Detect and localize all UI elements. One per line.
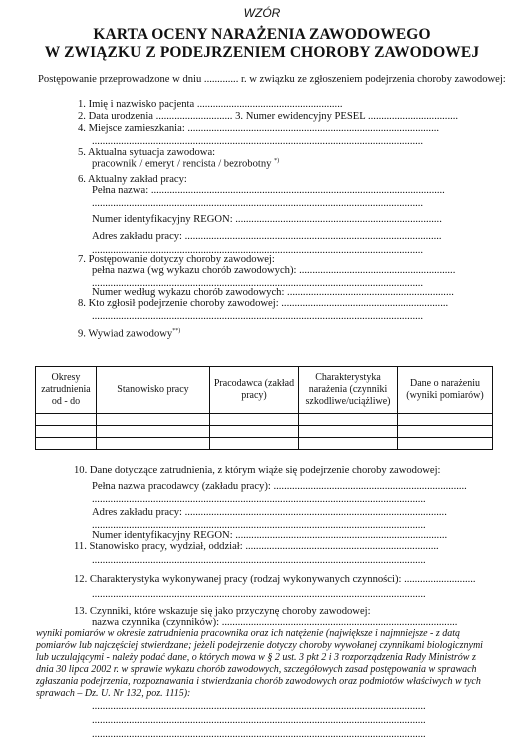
fill-line: .............................................................................................................................. (92, 701, 426, 712)
watermark-label: WZÓR (243, 6, 281, 20)
form-title-line1: KARTA OCENY NARAŻENIA ZAWODOWEGO (93, 26, 431, 43)
field-patient-name: 1. Imię i nazwisko pacjenta ....................................................... (78, 99, 343, 110)
table-cell[interactable] (97, 414, 210, 426)
field-occupational-history: 9. Wywiad zawodowy**) (78, 328, 181, 340)
measurement-instructions-line4: dnia 30 lipca 2002 r. w sprawie wykazu chorób zawodowych, szczegółowych zasad postępowania w sprawach (36, 664, 477, 675)
field-current-employer-address-continued: ............................................................................................................................. (92, 245, 424, 256)
table-cell[interactable] (97, 438, 210, 450)
table-row (36, 414, 493, 426)
field-disease-full-name: pełna nazwa (wg wykazu chorób zawodowych): ........................................................... (92, 265, 456, 276)
column-header-exposure: Charakterystyka narażenia (czynniki szkodliwe/uciążliwe) (299, 367, 398, 414)
field-causal-factors-label: 13. Czynniki, które wskazuje się jako przyczynę choroby zawodowej: (74, 606, 371, 617)
field-work-status-label: 5. Aktualna sytuacja zawodowa: (78, 147, 216, 158)
table-cell[interactable] (398, 414, 493, 426)
field-factor-name: nazwa czynnika (czynników): ......................................................................................... (92, 617, 458, 628)
field-work-characteristics-continued: .............................................................................................................................. (92, 589, 426, 600)
fill-line: .............................................................................................................................. (92, 729, 426, 740)
field-birth-date-pesel: 2. Data urodzenia ............................. 3. Numer ewidencyjny PESEL .................................. (78, 111, 459, 122)
form-title-line2: W ZWIĄZKU Z PODEJRZENIEM CHOROBY ZAWODOWEJ (44, 44, 480, 61)
column-header-employer: Pracodawca (zakład pracy) (210, 367, 299, 414)
field-disease-full-name-continued: ............................................................................................................................. (92, 278, 424, 289)
table-cell[interactable] (299, 426, 398, 438)
field-position-department: 11. Stanowisko pracy, wydział, oddział: ......................................................................... (74, 541, 439, 552)
table-cell[interactable] (299, 438, 398, 450)
intro-line: Postępowanie przeprowadzone w dniu ............. r. w związku ze zgłoszeniem podejrzenia choroby zawodowej: (38, 74, 506, 85)
field-disease-label: 7. Postępowanie dotyczy choroby zawodowej: (78, 254, 275, 265)
employment-history-table (35, 366, 493, 450)
measurement-instructions-line2: pomiarów lub najczęściej stwierdzane; jeżeli podejrzenie dotyczy choroby wywołanej czynnikami biologicznymi (36, 640, 483, 651)
field-employer-address-continued: .............................................................................................................................. (92, 520, 426, 531)
table-cell[interactable] (299, 414, 398, 426)
field-current-employer-name: Pełna nazwa: ............................................................................................................... (92, 185, 445, 196)
table-cell[interactable] (210, 438, 299, 450)
field-residence: 4. Miejsce zamieszkania: ............................................................................................... (78, 123, 440, 134)
field-employer-full-name: Pełna nazwa pracodawcy (zakładu pracy): ......................................................................... (92, 481, 467, 492)
field-reported-by-continued: ............................................................................................................................. (92, 311, 424, 322)
field-reported-by: 8. Kto zgłosił podejrzenie choroby zawodowej: ............................................................... (78, 298, 449, 309)
field-current-employer-name-continued: ............................................................................................................................. (92, 198, 424, 209)
field-work-status-options: pracownik / emeryt / rencista / bezrobotny *) (92, 158, 280, 170)
field-current-employer-label: 6. Aktualny zakład pracy: (78, 174, 187, 185)
table-cell[interactable] (210, 426, 299, 438)
table-cell[interactable] (36, 414, 97, 426)
field-current-employer-address: Adres zakładu pracy: ................................................................................................. (92, 231, 442, 242)
column-header-measurements: Dane o narażeniu (wyniki pomiarów) (398, 367, 493, 414)
measurement-instructions-line3: lub uczulającymi - należy podać dane, o których mowa w § 2 ust. 3 pkt 2 i 3 rozporządzenia Rady Ministrów z (36, 652, 476, 663)
table-row (36, 426, 493, 438)
table-cell[interactable] (398, 426, 493, 438)
field-employer-full-name-continued: .............................................................................................................................. (92, 494, 426, 505)
table-row (36, 438, 493, 450)
measurement-instructions-line1: wyniki pomiarów w okresie zatrudnienia pracownika oraz ich natężenie (największe i najmniejsze - z datą (36, 628, 461, 639)
table-cell[interactable] (210, 414, 299, 426)
table-cell[interactable] (97, 426, 210, 438)
table-cell[interactable] (36, 426, 97, 438)
table-cell[interactable] (398, 438, 493, 450)
column-header-periods: Okresy zatrudnienia od - do (36, 367, 97, 414)
measurement-instructions-line5: zgłaszania podejrzenia, rozpoznawania i stwierdzania chorób zawodowych oraz podmiotów właściwych w tych (36, 676, 481, 687)
field-position-department-continued: .............................................................................................................................. (92, 555, 426, 566)
measurement-instructions-line6: sprawach – Dz. U. Nr 132, poz. 1115): (36, 688, 191, 699)
table-cell[interactable] (36, 438, 97, 450)
table-header-row (36, 367, 493, 414)
field-current-employer-regon: Numer identyfikacyjny REGON: .............................................................................. (92, 214, 442, 225)
field-employer-regon: Numer identyfikacyjny REGON: ................................................................................ (92, 530, 448, 541)
column-header-position: Stanowisko pracy (97, 367, 210, 414)
field-disease-list-number: Numer według wykazu chorób zawodowych: ............................................................... (92, 287, 454, 298)
field-employment-data-label: 10. Dane dotyczące zatrudnienia, z którym wiąże się podejrzenie choroby zawodowej: (74, 465, 441, 476)
field-residence-continued: ............................................................................................................................. (92, 136, 424, 147)
fill-line: .............................................................................................................................. (92, 715, 426, 726)
field-employer-address: Adres zakładu pracy: ................................................................................................... (92, 507, 447, 518)
field-work-characteristics: 12. Charakterystyka wykonywanej pracy (rodzaj wykonywanych czynności): ........................... (74, 574, 476, 585)
